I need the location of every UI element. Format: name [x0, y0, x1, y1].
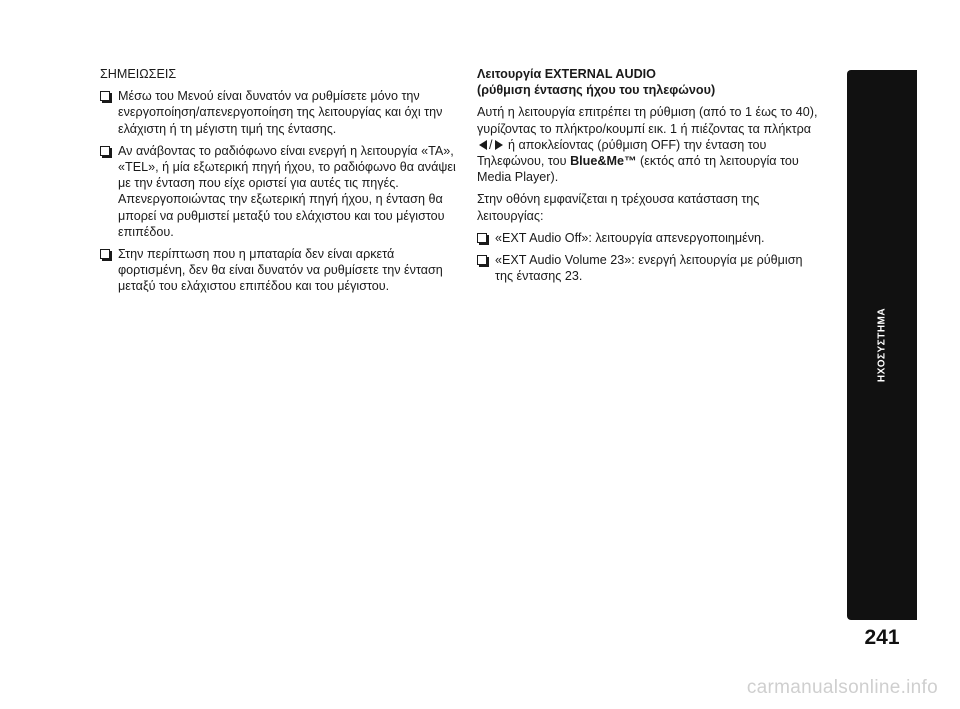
section-title: Λειτουργία EXTERNAL AUDIO [477, 67, 656, 81]
list-item-text: Αν ανάβοντας το ραδιόφωνο είναι ενεργή η λειτουργία «TA», «TEL», ή μία εξωτερική πηγή ήχου, το ραδιόφωνο θα ανάψει με την ένταση που είχε οριστεί για αυτές τις πηγές. Απενεργοποιώντας την εξωτερική πηγή ήχου, η ένταση θα μπορεί να ρυθμιστεί μεταξύ του ελάχιστου και του μέγιστου επιπέδου. [118, 143, 456, 239]
checkbox-bullet-icon [100, 146, 110, 156]
triangle-left-icon [479, 140, 487, 150]
checkbox-bullet-icon [100, 249, 110, 259]
triangle-right-icon [495, 140, 503, 150]
description-paragraph [477, 104, 822, 185]
notes-heading: ΣΗΜΕΙΩΣΕΙΣ [100, 67, 177, 81]
list-item-text: Στην περίπτωση που η μπαταρία δεν είναι αρκετά φορτισμένη, δεν θα είναι δυνατόν να ρυθμίσετε την ένταση μεταξύ του ελάχιστου επιπέδου και του μέγιστου. [118, 247, 443, 294]
page-number: 241 [864, 626, 900, 649]
left-column [100, 66, 460, 301]
right-column [477, 66, 822, 290]
list-item [100, 88, 460, 137]
list-item [100, 143, 460, 240]
list-item-text: «EXT Audio Volume 23»: ενεργή λειτουργία με ρύθμιση της έντασης 23. [495, 253, 803, 284]
side-tab-label: ΗΧΟΣΥΣΤΗΜΑ [876, 307, 888, 383]
list-item-text: Μέσω του Μενού είναι δυνατόν να ρυθμίσετε μόνο την ενεργοποίηση/απενεργοποίηση της λειτουργίας και όχι την ελάχιστη ή τη μέγιστη τιμή της έντασης. [118, 89, 443, 136]
list-item [477, 252, 822, 284]
section-side-tab [847, 70, 917, 620]
section-subtitle: (ρύθμιση έντασης ήχου του τηλεφώνου) [477, 83, 716, 98]
description-text-1: Αυτή η λειτουργία επιτρέπει τη ρύθμιση (από το 1 έως το 40), γυρίζοντας το πλήκτρο/κουμπί εικ. 1 ή πιέζοντας τα πλήκτρα [477, 105, 818, 136]
notes-list [100, 88, 460, 294]
brand-name: Blue&Me™ [570, 154, 637, 169]
checkbox-bullet-icon [477, 255, 487, 265]
watermark: carmanualsonline.info [746, 677, 938, 698]
description-text-2: ή αποκλείοντας (ρύθμιση OFF) την ένταση του Τηλεφώνου, του [477, 137, 767, 169]
list-item [100, 246, 460, 295]
list-item [477, 230, 822, 246]
status-list [477, 230, 822, 285]
checkbox-bullet-icon [100, 91, 110, 101]
checkbox-bullet-icon [477, 233, 487, 243]
status-paragraph: Στην οθόνη εμφανίζεται η τρέχουσα κατάσταση της λειτουργίας: [477, 192, 760, 223]
list-item-text: «EXT Audio Off»: λειτουργία απενεργοποιημένη. [495, 230, 765, 245]
arrow-separator: / [489, 137, 493, 152]
description-text-3: (εκτός από τη λειτουργία του Media Player). [477, 154, 799, 185]
